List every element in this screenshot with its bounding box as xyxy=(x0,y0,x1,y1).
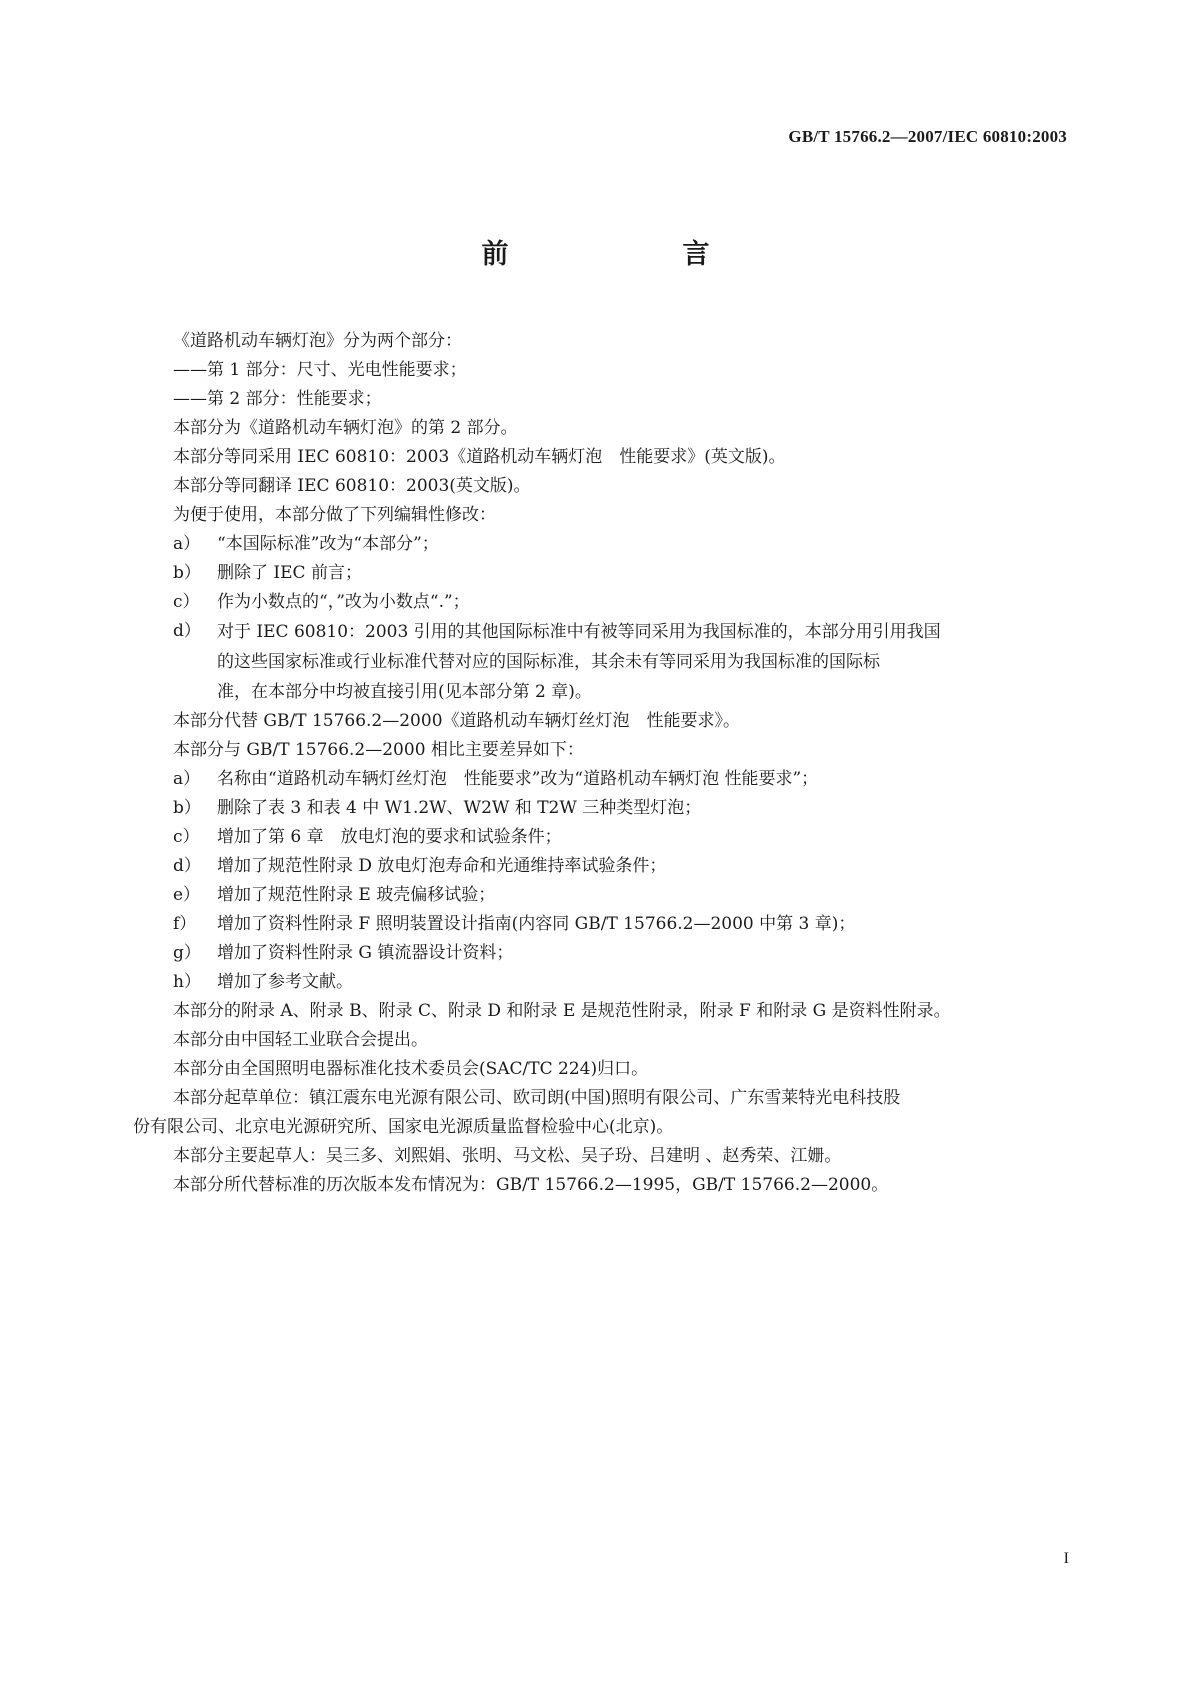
list-text: 增加了规范性附录 D 放电灯泡寿命和光通维持率试验条件； xyxy=(217,856,667,876)
difference-list-item xyxy=(173,823,1065,852)
list-marker: c） xyxy=(173,592,200,612)
list-text: 增加了资料性附录 F 照明装置设计指南(内容同 GB/T 15766.2—2000 中第 3 章)； xyxy=(217,914,856,934)
list-marker: b） xyxy=(173,798,201,818)
list-marker: f） xyxy=(173,914,197,934)
list-text-line: 准，在本部分中均被直接引用(见本部分第 2 章)。 xyxy=(217,682,592,702)
list-text: 增加了第 6 章 放电灯泡的要求和试验条件； xyxy=(217,827,562,847)
page-title: 前 言 xyxy=(481,239,750,270)
edit-list-item xyxy=(173,617,1065,707)
edit-list-item xyxy=(173,588,1065,617)
paragraph-continuation: 份有限公司、北京电光源研究所、国家电光源质量监督检验中心(北京)。 xyxy=(133,1117,674,1137)
paragraph: 本部分与 GB/T 15766.2—2000 相比主要差异如下： xyxy=(173,740,584,760)
list-marker: h） xyxy=(173,972,201,992)
list-marker: a） xyxy=(173,769,201,789)
difference-list-item xyxy=(173,910,1065,939)
paragraph: 本部分代替 GB/T 15766.2—2000《道路机动车辆灯丝灯泡 性能要求》。 xyxy=(173,711,741,731)
list-text: “本国际标准”改为“本部分”； xyxy=(217,534,439,554)
list-text: 删除了表 3 和表 4 中 W1.2W、W2W 和 T2W 三种类型灯泡； xyxy=(217,798,702,818)
list-text: 增加了参考文献。 xyxy=(217,972,353,992)
paragraph: 本部分由中国轻工业联合会提出。 xyxy=(173,1030,428,1050)
list-text: 增加了资料性附录 G 镇流器设计资料； xyxy=(217,943,514,963)
edit-list-item xyxy=(173,530,1065,559)
paragraph: 本部分为《道路机动车辆灯泡》的第 2 部分。 xyxy=(173,418,518,438)
list-text: 作为小数点的“，”改为小数点“.”； xyxy=(217,592,470,612)
list-marker: d） xyxy=(173,856,201,876)
page-number: I xyxy=(1063,1550,1069,1567)
paragraph: 本部分主要起草人：吴三多、刘熙娟、张明、马文松、吴子玢、吕建明 、赵秀荣、江姗。 xyxy=(173,1146,842,1166)
difference-list-item xyxy=(173,968,1065,997)
paragraph: 本部分等同采用 IEC 60810：2003《道路机动车辆灯泡 性能要求》(英文版)。 xyxy=(173,447,786,467)
paragraph: 本部分起草单位：镇江震东电光源有限公司、欧司朗(中国)照明有限公司、广东雪莱特光电科技股 xyxy=(173,1088,901,1108)
edit-list-item xyxy=(173,559,1065,588)
list-text-line: 对于 IEC 60810：2003 引用的其他国际标准中有被等同采用为我国标准的，本部分用引用我国 xyxy=(217,622,941,642)
list-marker: b） xyxy=(173,563,201,583)
standard-code-header: GB/T 15766.2—2007/IEC 60810:2003 xyxy=(788,127,1067,146)
list-marker: e） xyxy=(173,885,201,905)
difference-list-item xyxy=(173,939,1065,968)
difference-list-item xyxy=(173,765,1065,794)
paragraph: 为便于使用，本部分做了下列编辑性修改： xyxy=(173,505,496,525)
parts-list-item: ——第 2 部分：性能要求； xyxy=(173,389,382,409)
paragraph: 本部分由全国照明电器标准化技术委员会(SAC/TC 224)归口。 xyxy=(173,1059,649,1079)
difference-list-item xyxy=(173,881,1065,910)
list-text: 名称由“道路机动车辆灯丝灯泡 性能要求”改为“道路机动车辆灯泡 性能要求”； xyxy=(217,769,819,789)
paragraph: 本部分所代替标准的历次版本发布情况为：GB/T 15766.2—1995，GB/T 15766.2—2000。 xyxy=(173,1175,889,1195)
paragraph: 本部分的附录 A、附录 B、附录 C、附录 D 和附录 E 是规范性附录，附录 F 和附录 G 是资料性附录。 xyxy=(173,1001,951,1021)
list-text: 增加了规范性附录 E 玻壳偏移试验； xyxy=(217,885,496,905)
foreword-body xyxy=(133,327,1065,1200)
parts-list-item: ——第 1 部分：尺寸、光电性能要求； xyxy=(173,360,467,380)
list-marker: a） xyxy=(173,534,201,554)
list-marker: c） xyxy=(173,827,200,847)
difference-list-item xyxy=(173,794,1065,823)
difference-list-item xyxy=(173,852,1065,881)
list-text: 删除了 IEC 前言； xyxy=(217,563,362,583)
list-marker: g） xyxy=(173,943,201,963)
list-marker: d） xyxy=(173,621,201,641)
list-text-line: 的这些国家标准或行业标准代替对应的国际标准，其余未有等同采用为我国标准的国际标 xyxy=(217,652,880,672)
paragraph: 《道路机动车辆灯泡》分为两个部分： xyxy=(173,331,462,351)
paragraph: 本部分等同翻译 IEC 60810：2003(英文版)。 xyxy=(173,476,531,496)
